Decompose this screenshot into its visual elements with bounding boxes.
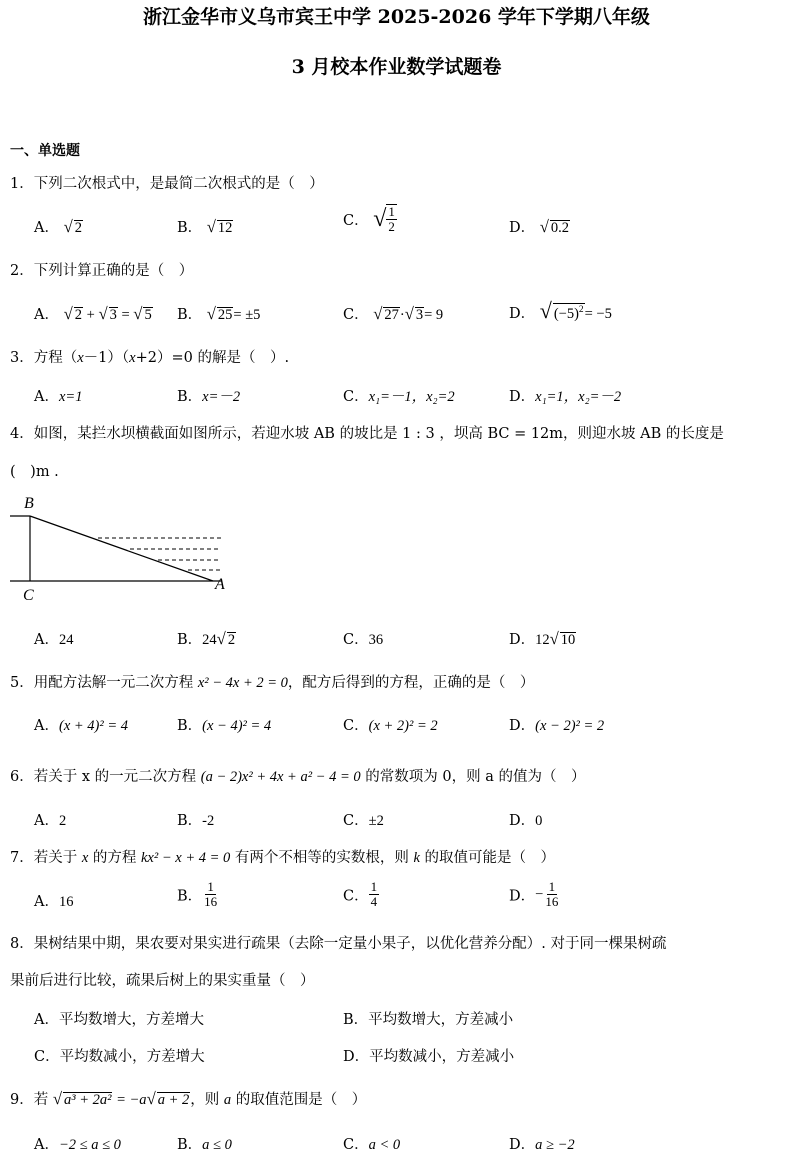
exam-title-line2: 3 月校本作业数学试题卷 bbox=[291, 56, 502, 78]
q9-option-c: C．a < 0 bbox=[343, 1137, 401, 1153]
q1-option-c: C． √ $\frac{1}{2}$ bbox=[343, 204, 395, 235]
q8-option-a: A．平均数增大，方差增大 bbox=[34, 1012, 204, 1028]
q2-option-c: C． √ 27·√ 3= 9 bbox=[343, 304, 444, 323]
question-5-stem: 5．用配方法解一元二次方程 x² − 4x + 2 = 0，配方后得到的方程，正确的是（ ） bbox=[10, 675, 535, 691]
q9-option-a: A．−2 ≤ a ≤ 0 bbox=[34, 1137, 121, 1153]
q9-option-b: B．a ≤ 0 bbox=[177, 1137, 232, 1153]
q7-option-c: C． $\frac{1}{4}$ bbox=[343, 879, 378, 910]
q7-option-a: A．16 bbox=[34, 894, 74, 910]
exam-title-line1: 浙江金华市义乌市宾王中学 2025-2026 学年下学期八年级 bbox=[143, 6, 650, 28]
dam-cross-section-figure bbox=[8, 490, 238, 605]
question-1-stem: 1．下列二次根式中，是最简二次根式的是（ ） bbox=[10, 176, 324, 192]
q8-option-b: B．平均数增大，方差减小 bbox=[343, 1012, 514, 1028]
q7-option-b: B． $\frac{1}{16}$ bbox=[177, 879, 218, 910]
q8-option-d: D．平均数减小，方差减小 bbox=[343, 1049, 515, 1065]
question-2-stem: 2．下列计算正确的是（ ） bbox=[10, 263, 194, 279]
q3-option-b: B．x=－2 bbox=[177, 389, 241, 405]
q5-option-a: A．(x + 4)² = 4 bbox=[34, 718, 128, 734]
question-4-stem-line2: ( )m . bbox=[10, 464, 59, 480]
q8-option-c: C．平均数减小，方差增大 bbox=[34, 1049, 205, 1065]
q2-option-d: D． √ $(-5)^2= -5$ bbox=[509, 298, 612, 323]
q6-option-c: C．±2 bbox=[343, 813, 384, 829]
q7-option-d: D．− $\frac{1}{16}$ bbox=[509, 879, 559, 910]
question-8-stem-line1: 8．果树结果中期，果农要对果实进行疏果（去除一定量小果子，以优化营养分配）. 对于同一棵果树疏 bbox=[10, 936, 667, 952]
q6-option-d: D．0 bbox=[509, 813, 543, 829]
question-9-stem: 9．若 √ a³ + 2a² = −a√ a + 2，则 a 的取值范围是（ ） bbox=[10, 1089, 367, 1108]
q3-option-d: D．x₁=1，x₂=－2 bbox=[509, 389, 622, 405]
q5-option-b: B．(x − 4)² = 4 bbox=[177, 718, 272, 734]
q3-option-a: A．x=1 bbox=[34, 389, 83, 405]
q5-option-d: D．(x − 2)² = 2 bbox=[509, 718, 605, 734]
label-c: C bbox=[23, 587, 34, 604]
question-3-stem: 3．方程（x－1）（x+2）=0 的解是（ ）. bbox=[10, 350, 290, 366]
question-8-stem-line2: 果前后进行比较，疏果后树上的果实重量（ ） bbox=[10, 973, 315, 989]
q4-option-d: D．12√ 10 bbox=[509, 629, 576, 648]
q3-option-c: C．x₁=－1，x₂=2 bbox=[343, 389, 455, 405]
slope-ab bbox=[30, 516, 213, 581]
q9-option-d: D．a ≥ −2 bbox=[509, 1137, 575, 1153]
q2-option-a: A． √ 2 + √ 3 = √ 5 bbox=[34, 304, 152, 323]
q2-option-b: B． √ 25= ±5 bbox=[177, 304, 261, 323]
q5-option-c: C．(x + 2)² = 2 bbox=[343, 718, 438, 734]
q1-option-d: D． √ 0.2 bbox=[509, 217, 570, 236]
q4-option-c: C．36 bbox=[343, 632, 384, 648]
q4-option-b: B．24√ 2 bbox=[177, 629, 236, 648]
question-7-stem: 7．若关于 x 的方程 kx² − x + 4 = 0 有两个不相等的实数根，则 k 的取值可能是（ ） bbox=[10, 850, 556, 866]
q1-option-b: B． √ 12 bbox=[177, 217, 233, 236]
q1-option-a: A． √ 2 bbox=[34, 217, 82, 236]
q4-option-a: A．24 bbox=[34, 632, 74, 648]
q6-option-b: B．-2 bbox=[177, 813, 215, 829]
label-b: B bbox=[24, 495, 34, 512]
label-a: A bbox=[215, 576, 225, 593]
section-heading: 一、单选题 bbox=[10, 143, 80, 159]
q6-option-a: A．2 bbox=[34, 813, 67, 829]
question-4-stem-line1: 4．如图，某拦水坝横截面如图所示，若迎水坡 AB 的坡比是 1 : 3 ，坝高 BC = 12m，则迎水坡 AB 的长度是 bbox=[10, 426, 724, 442]
question-6-stem: 6．若关于 x 的一元二次方程 (a − 2)x² + 4x + a² − 4 = 0 的常数项为 0，则 a 的值为（ ） bbox=[10, 769, 586, 785]
